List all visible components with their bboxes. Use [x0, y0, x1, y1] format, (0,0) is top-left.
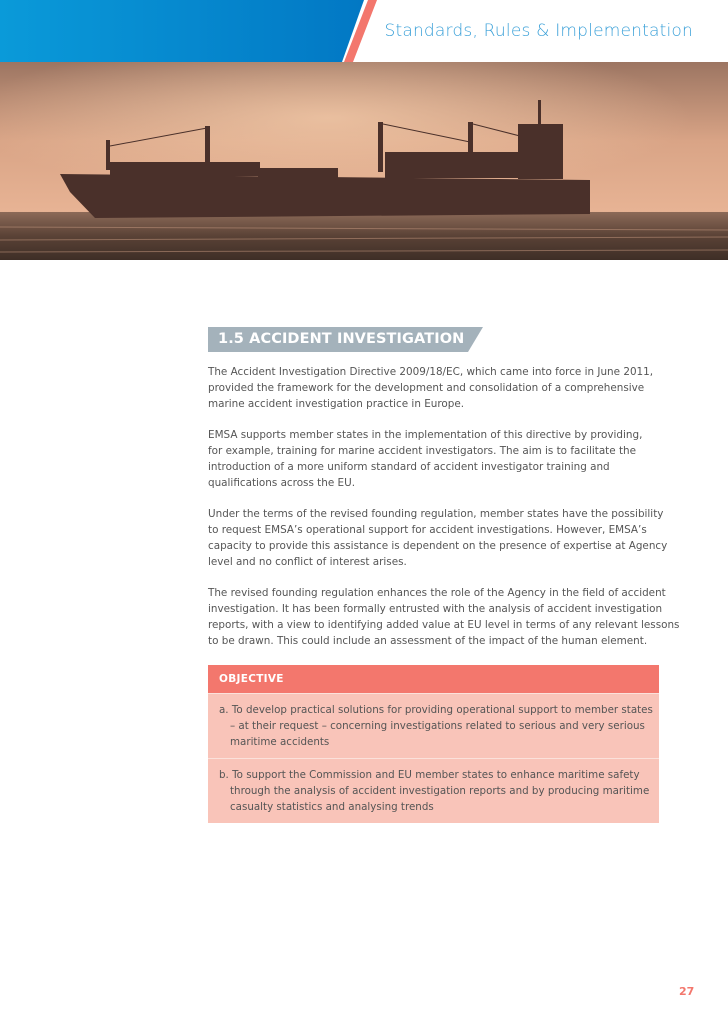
text-line: casualty statistics and analysing trends [230, 801, 434, 813]
text-line: a. To develop practical solutions for providing operational support to member states [219, 704, 653, 716]
text-line: provided the framework for the development and consolidation of a comprehensive [208, 382, 645, 394]
objective-box [208, 665, 659, 823]
body-text [208, 364, 680, 664]
text-line: qualifications across the EU. [208, 477, 356, 489]
text-line: reports, with a view to identifying added value at EU level in terms of any relevant lessons [208, 619, 680, 631]
paragraph [208, 427, 658, 491]
text-line: b. To support the Commission and EU member states to enhance maritime safety [219, 769, 640, 781]
text-line: through the analysis of accident investigation reports and by producing maritime [230, 785, 650, 797]
container-ship-photo [0, 62, 728, 260]
page-number: 27 [679, 985, 695, 998]
text-line: Under the terms of the revised founding regulation, member states have the possibility [208, 508, 664, 520]
section-heading-text: 1.5 ACCIDENT INVESTIGATION [218, 331, 465, 347]
objective-item [208, 758, 659, 823]
objective-title: OBJECTIVE [208, 665, 659, 693]
page-header [0, 0, 728, 62]
paragraph [208, 364, 658, 412]
paragraph [208, 506, 668, 570]
text-line: to be drawn. This could include an assessment of the impact of the human element. [208, 635, 648, 647]
text-line: investigation. It has been formally entrusted with the analysis of accident investigation [208, 603, 663, 615]
objective-item [208, 693, 659, 758]
text-line: The revised founding regulation enhances the role of the Agency in the field of accident [208, 587, 666, 599]
text-line: The Accident Investigation Directive 2009/18/EC, which came into force in June 2011, [208, 366, 654, 378]
text-line: marine accident investigation practice in Europe. [208, 398, 465, 410]
text-line: capacity to provide this assistance is dependent on the presence of expertise at Agency [208, 540, 668, 552]
text-line: EMSA supports member states in the implementation of this directive by providing, [208, 429, 643, 441]
text-line: maritime accidents [230, 736, 330, 748]
paragraph [208, 585, 680, 649]
section-title: Standards, Rules & Implementation [384, 21, 693, 41]
text-line: level and no conflict of interest arises. [208, 556, 407, 568]
text-line: – at their request – concerning investigations related to serious and very serious [230, 720, 645, 732]
text-line: for example, training for marine accident investigators. The aim is to facilitate the [208, 445, 637, 457]
container-ship-icon [0, 62, 728, 260]
text-line: to request EMSA’s operational support for accident investigations. However, EMSA’s [208, 524, 647, 536]
text-line: introduction of a more uniform standard of accident investigator training and [208, 461, 610, 473]
